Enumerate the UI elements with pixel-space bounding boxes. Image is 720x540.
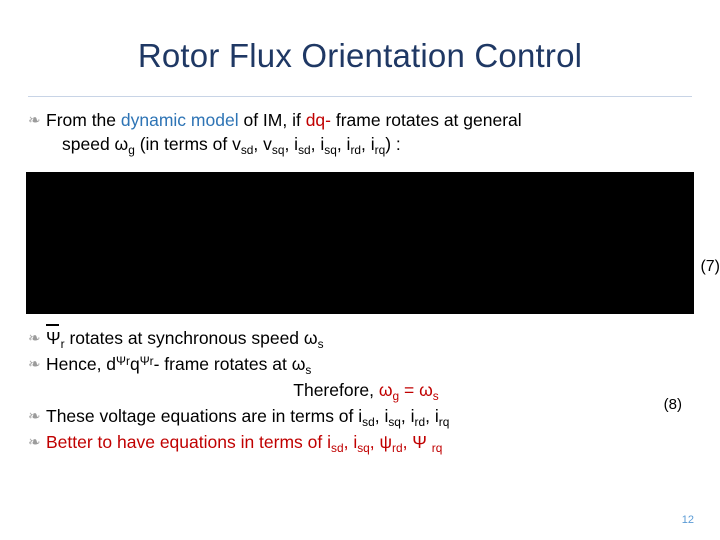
hence-text-3: - frame rotates at ω	[153, 354, 306, 374]
sub-rq-2: rq	[438, 414, 450, 429]
equations-image	[26, 172, 694, 314]
better-eq-text-2: , i	[343, 432, 358, 452]
sub-sd-2: sd	[298, 142, 311, 157]
intro-cont-7: , i	[361, 134, 375, 154]
conclusion-text-block	[26, 326, 706, 456]
bullet-marker-icon: ❧	[28, 434, 41, 451]
therefore-equals: = ω	[399, 380, 433, 400]
voltage-eq-text-2: , i	[374, 406, 389, 426]
equation-number-7: (7)	[700, 258, 720, 275]
intro-text-1: From the	[46, 110, 121, 130]
page-title: Rotor Flux Orientation Control	[137, 37, 583, 74]
flux-rotation-text: rotates at synchronous speed ω	[64, 328, 318, 348]
sub-sd-4: sd	[331, 440, 344, 455]
hence-text-2: q	[129, 354, 140, 374]
title-divider	[28, 96, 692, 97]
sub-rq-3: rq	[431, 440, 443, 455]
bullet-marker-icon: ❧	[28, 356, 41, 373]
intro-text-dynamic-model: dynamic model	[120, 110, 239, 130]
sub-s-2: s	[305, 362, 312, 377]
sub-sq-3: sq	[388, 414, 401, 429]
intro-cont-8: ) :	[385, 134, 401, 154]
therefore-text: Therefore,	[293, 380, 379, 400]
intro-text-3: frame rotates at general	[331, 110, 522, 130]
intro-cont-2: (in terms of v	[134, 134, 241, 154]
intro-cont-6: , i	[336, 134, 351, 154]
sub-rd-3: rd	[391, 440, 403, 455]
intro-text-2: of IM, if	[238, 110, 306, 130]
hence-text-1: Hence, d	[46, 354, 117, 374]
sub-rd-1: rd	[350, 142, 362, 157]
bullet-flux-rotation	[26, 326, 706, 352]
bullet-better-equations	[26, 430, 706, 456]
sub-sq-1: sq	[271, 142, 285, 157]
page-number: 12	[681, 514, 694, 526]
bullet-hence-frame	[26, 352, 706, 378]
sub-rq-1: rq	[374, 142, 386, 157]
better-eq-text-3: , ψ	[369, 432, 392, 452]
sup-psi-r-2: Ψr	[139, 353, 154, 368]
intro-cont-sub-g: g	[128, 142, 135, 157]
bullet-intro	[26, 108, 706, 132]
sub-r-1: r	[60, 336, 65, 351]
sub-sq-4: sq	[357, 440, 370, 455]
better-eq-text: Better to have equations in terms of i	[46, 432, 332, 452]
intro-cont-3: , v	[253, 134, 272, 154]
therefore-line	[26, 378, 706, 404]
sub-s-3: s	[432, 388, 439, 403]
voltage-eq-text: These voltage equations are in terms of i	[46, 406, 363, 426]
intro-cont-5: , i	[310, 134, 325, 154]
bullet-marker-icon: ❧	[28, 112, 41, 129]
sub-sd-3: sd	[362, 414, 375, 429]
bullet-marker-icon: ❧	[28, 408, 41, 425]
sub-sq-2: sq	[324, 142, 337, 157]
intro-text-dq: dq-	[305, 110, 331, 130]
sub-rd-2: rd	[414, 414, 426, 429]
sup-psi-r-1: Ψr	[116, 353, 130, 368]
bullet-marker-icon: ❧	[28, 330, 41, 347]
intro-cont-4: , i	[284, 134, 299, 154]
sub-g-2: g	[392, 388, 400, 403]
better-eq-text-4: , Ψ	[402, 432, 432, 452]
sub-s-1: s	[317, 336, 324, 351]
intro-cont-1: speed ω	[62, 134, 129, 154]
bullet-voltage-equations	[26, 404, 706, 430]
intro-text-continuation	[26, 132, 706, 158]
therefore-omega-g: ω	[378, 380, 393, 400]
voltage-eq-text-4: , i	[425, 406, 439, 426]
voltage-eq-text-3: , i	[400, 406, 415, 426]
equation-number-8: (8)	[663, 396, 682, 413]
intro-text-block	[26, 108, 706, 158]
psi-r-overbar: Ψ	[46, 328, 61, 348]
sub-sd-1: sd	[240, 142, 254, 157]
